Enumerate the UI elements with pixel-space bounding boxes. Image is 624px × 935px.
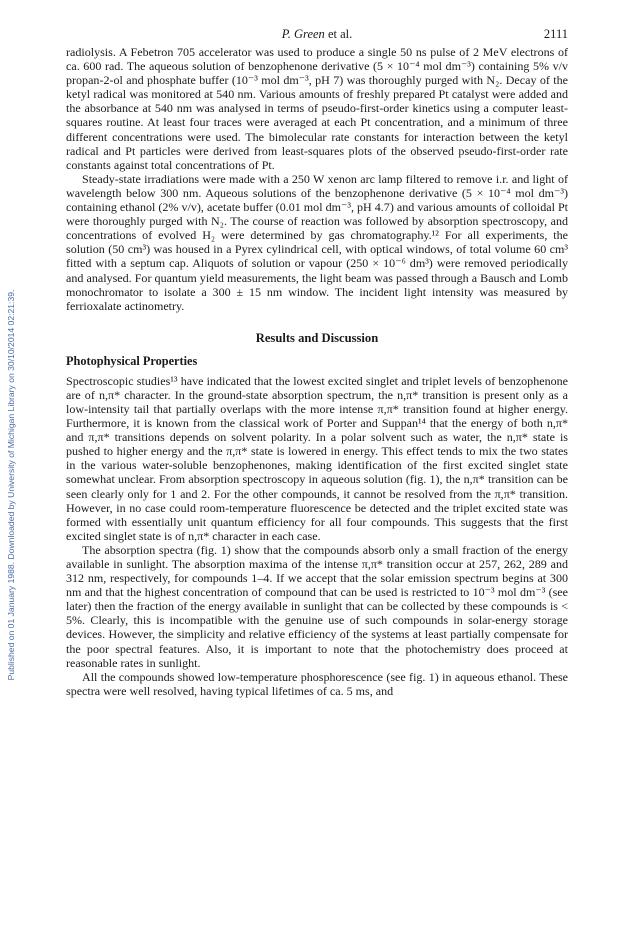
author-etal: et al. (324, 27, 353, 41)
paragraph-steady-state: Steady-state irradiations were made with a 250 W xenon arc lamp filtered to remove i.r. and light of wavelength below 300 nm. Aqueous solutions of the benzophenone derivative (5 × 10⁻⁴ mol dm⁻³) containing ethanol (2% v/v), acetate buffer (0.01 mol dm⁻³, pH 4.7) and various amounts of colloidal Pt were thoroughly purged with N₂. The course of reaction was followed by absorption spectroscopy, and concentrations of evolved H₂ were determined by gas chromatography.¹² For all experiments, the solution (50 cm³) was housed in a Pyrex cylindrical cell, with optical windows, of total volume 60 cm³ fitted with a septum cap. Aliquots of solution or vapour (250 × 10⁻⁶ dm³) were removed periodically and analysed. For quantum yield measurements, the light beam was passed through a Bausch and Lomb monochromator to isolate a 300 ± 15 nm window. The incident light intensity was measured by ferrioxalate actinometry. (66, 171, 568, 313)
paragraph-radiolysis: radiolysis. A Febetron 705 accelerator was used to produce a single 50 ns pulse of 2 MeV electrons of ca. 600 rad. The aqueous solution of benzophenone derivative (5 × 10⁻⁴ mol dm⁻³) containing 5% v/v propan-2-ol and phosphate buffer (10⁻³ mol dm⁻³, pH 7) was thoroughly purged with N₂. Decay of the ketyl radical was monitored at 540 nm. Various amounts of freshly prepared Pt catalyst were added and the absorbance at 540 nm was analysed in terms of pseudo-first-order kinetics using a computer least-squares routine. At least four traces were averaged at each Pt concentration, and a minimum of three different concentrations were used. The bimolecular rate constants for interaction between the ketyl radical and Pt particles were derived from least-squares plots of the observed pseudo-first-order rate constants against total concentrations of Pt. (66, 45, 568, 172)
running-header-author (66, 27, 568, 42)
paragraph-phosphorescence: All the compounds showed low-temperature phosphorescence (see fig. 1) in aqueous ethanol. These spectra were well resolved, having typical lifetimes of ca. 5 ms, and (66, 669, 568, 698)
subsection-title: Photophysical Properties (66, 353, 198, 368)
article-body (66, 45, 568, 698)
running-header (66, 27, 568, 43)
download-watermark (2, 90, 20, 880)
author-name: P. Green (281, 27, 325, 41)
section-title: Results and Discussion (255, 330, 379, 345)
page-number: 2111 (543, 27, 568, 41)
download-watermark-text: Published on 01 January 1988. Downloaded by University of Michigan Library on 30/10/2014 02:21:39. (6, 289, 16, 681)
paragraph-absorption-spectra: The absorption spectra (fig. 1) show that the compounds absorb only a small fraction of the energy available in sunlight. The absorption maxima of the intense π,π* transition occur at 257, 262, 289 and 312 nm, respectively, for compounds 1–4. If we accept that the solar emission spectrum begins at 300 nm and that the highest concentration of compound that can be used is restricted to 10⁻³ mol dm⁻³ (see later) then the fraction of the energy available in sunlight that can be collected by these compounds is < 5%. Clearly, this is incompatible with the genuine use of such compounds in solar-energy storage devices. However, the simplicity and relative efficiency of the systems at least partially compensate for the poor spectral features. Also, it is important to note that the photochemistry does proceed at reasonable rates in sunlight. (66, 542, 568, 670)
paragraph-spectroscopic-studies: Spectroscopic studies¹³ have indicated that the lowest excited singlet and triplet levels of benzophenone are of n,π* character. In the ground-state absorption spectrum, the n,π* transition is present only as a low-intensity tail that partially overlaps with the more intense π,π* transition found at higher energy. Furthermore, it is known from the classical work of Porter and Suppan¹⁴ that the energy of both n,π* and π,π* transitions depends on solvent polarity. In a polar solvent such as water, the n,π* state is pushed to higher energy and the π,π* state is lowered in energy. This effect tends to mix the two states in the various water-soluble benzophenones, making identification of the first excited singlet state somewhat unclear. From absorption spectroscopy in aqueous solution (fig. 1), the n,π* transition can be seen clearly only for 1 and 2. For the other compounds, it cannot be resolved from the π,π* transition. However, in no case could room-temperature fluorescence be detected and the triplet excited state was formed with essentially unit quantum efficiency for all four compounds. This suggests that the first excited singlet state is of n,π* character in each case. (66, 373, 568, 543)
